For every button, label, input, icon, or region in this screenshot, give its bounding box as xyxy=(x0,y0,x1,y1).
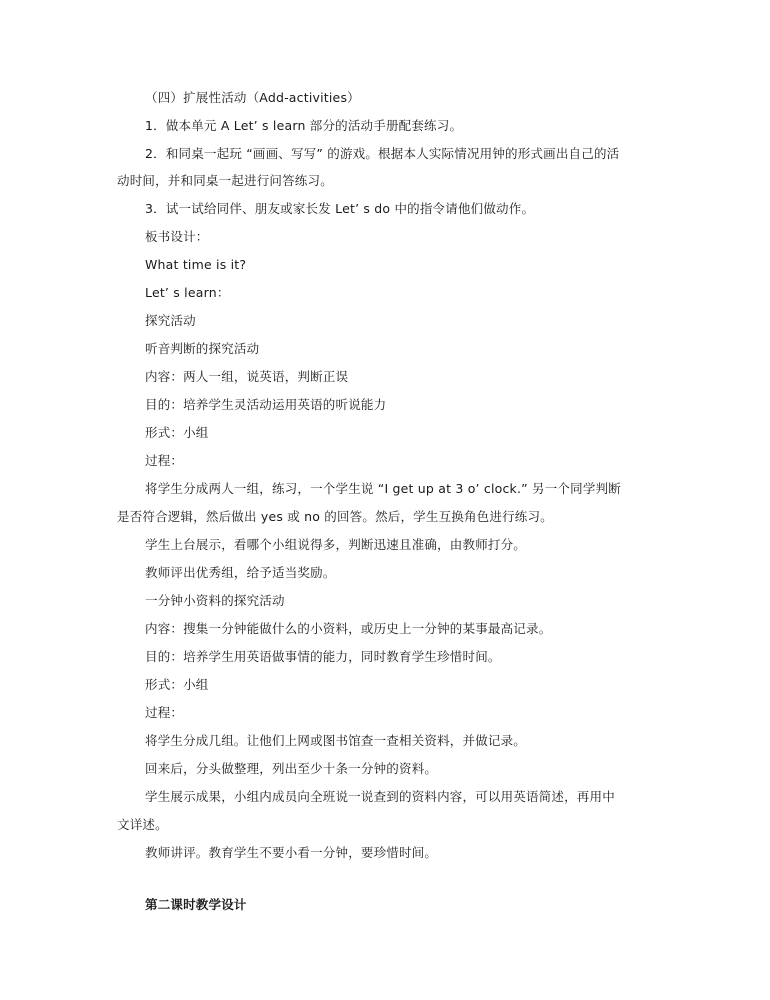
inquiry-1-process-2: 学生上台展示，看哪个小组说得多，判断迅速且准确，由教师打分。 xyxy=(145,537,527,552)
inquiry-2-process-3: 学生展示成果，小组内成员向全班说一说查到的资料内容，可以用英语简述，再用中 xyxy=(145,789,615,804)
inquiry-2-process-label: 过程： xyxy=(145,705,184,720)
inquiry-2-title: 一分钟小资料的探究活动 xyxy=(145,593,285,608)
inquiry-1-purpose: 目的：培养学生灵活动运用英语的听说能力 xyxy=(145,397,387,412)
inquiry-1-content: 内容：两人一组，说英语，判断正误 xyxy=(145,369,349,384)
activity-item-1: 1．做本单元 A Let’ s learn 部分的活动手册配套练习。 xyxy=(145,118,463,133)
inquiry-1-process-label: 过程： xyxy=(145,453,184,468)
inquiry-1-process-3: 教师评出优秀组，给予适当奖励。 xyxy=(145,565,336,580)
activity-item-2: 2．和同桌一起玩 “画画、写写” 的游戏。根据本人实际情况用钟的形式画出自己的活 xyxy=(145,146,620,161)
section-heading-extension-activities: （四）扩展性活动（Add-activities） xyxy=(145,90,360,105)
inquiry-2-process-2: 回来后，分头做整理，列出至少十条一分钟的资料。 xyxy=(145,761,438,776)
inquiry-2-content: 内容：搜集一分钟能做什么的小资料，或历史上一分钟的某事最高记录。 xyxy=(145,621,552,636)
blackboard-line-2: Let’ s learn： xyxy=(145,285,230,300)
inquiry-2-form: 形式：小组 xyxy=(145,677,209,692)
inquiry-1-process-1-cont: 是否符合逻辑，然后做出 yes 或 no 的回答。然后，学生互换角色进行练习。 xyxy=(117,509,553,524)
lesson-2-heading: 第二课时教学设计 xyxy=(145,897,247,912)
inquiry-2-process-3-cont: 文详述。 xyxy=(117,817,168,832)
inquiry-1-title: 听音判断的探究活动 xyxy=(145,341,260,356)
activity-item-3: 3．试一试给同伴、朋友或家长发 Let’ s do 中的指令请他们做动作。 xyxy=(145,201,535,216)
inquiry-1-process-1: 将学生分成两人一组，练习，一个学生说 “I get up at 3 o’ clock.” 另一个同学判断 xyxy=(145,481,621,496)
inquiry-heading: 探究活动 xyxy=(145,313,196,328)
activity-item-2-cont: 动时间，并和同桌一起进行问答练习。 xyxy=(117,173,333,188)
inquiry-1-form: 形式：小组 xyxy=(145,425,209,440)
inquiry-2-purpose: 目的：培养学生用英语做事情的能力，同时教育学生珍惜时间。 xyxy=(145,649,501,664)
blackboard-line-1: What time is it? xyxy=(145,257,247,272)
inquiry-2-process-4: 教师讲评。教育学生不要小看一分钟，要珍惜时间。 xyxy=(145,845,438,860)
blackboard-design-label: 板书设计： xyxy=(145,229,209,244)
inquiry-2-process-1: 将学生分成几组。让他们上网或图书馆查一查相关资料，并做记录。 xyxy=(145,733,527,748)
